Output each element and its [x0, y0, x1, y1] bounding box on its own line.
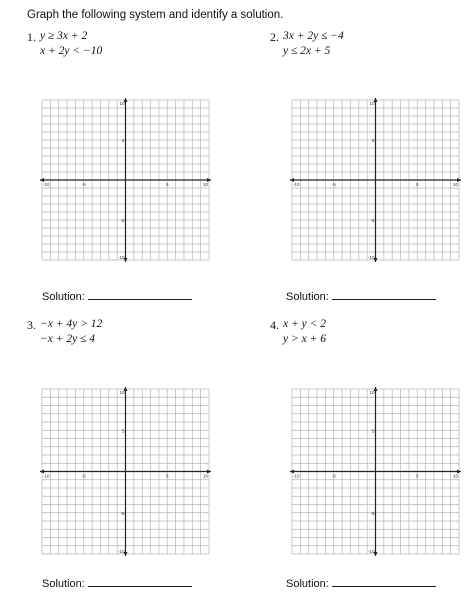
inequality-1: y ≥ 3x + 2: [40, 30, 88, 42]
solution-label: Solution:: [286, 291, 329, 303]
x-tick-label: 5: [165, 473, 169, 479]
y-tick-label: -10: [117, 549, 125, 554]
problem-number: 4.: [270, 318, 279, 332]
solution-field-3[interactable]: [42, 576, 192, 590]
x-tick-label: -5: [81, 182, 86, 187]
inequality-1: 3x + 2y ≤ −4: [283, 30, 344, 42]
inequality-2: x + 2y < −10: [40, 45, 103, 57]
x-tick-label: 10: [202, 182, 208, 187]
instructions: Graph the following system and identify a solution.: [27, 9, 284, 21]
solution-line[interactable]: [332, 289, 436, 300]
x-tick-label: -5: [331, 182, 336, 187]
solution-line[interactable]: [88, 289, 192, 300]
problem-number: 2.: [270, 30, 279, 44]
solution-field-1[interactable]: [42, 289, 192, 303]
problem-number: 3.: [27, 318, 36, 332]
x-tick-label: -10: [43, 473, 50, 479]
y-tick-label: 5: [121, 428, 125, 434]
y-tick-label: -5: [120, 510, 125, 516]
y-tick-label: 10: [119, 390, 125, 395]
solution-line[interactable]: [332, 576, 436, 587]
y-tick-label: -10: [367, 549, 375, 554]
solution-label: Solution:: [42, 578, 85, 590]
x-tick-label: -10: [293, 182, 300, 187]
y-tick-label: 5: [371, 428, 375, 434]
x-tick-label: 5: [415, 473, 419, 479]
solution-field-2[interactable]: [286, 289, 436, 303]
inequality-2: y > x + 6: [283, 333, 326, 345]
x-tick-label: 5: [165, 182, 169, 187]
x-tick-label: 10: [202, 473, 208, 479]
y-tick-label: -5: [370, 510, 375, 516]
coordinate-grid-2[interactable]: [288, 96, 463, 264]
y-tick-label: 10: [369, 101, 375, 106]
x-tick-label: 10: [452, 473, 458, 479]
inequality-1: x + y < 2: [283, 318, 326, 330]
y-tick-label: -10: [117, 255, 125, 260]
x-tick-label: 5: [415, 182, 419, 187]
x-tick-label: -10: [43, 182, 50, 187]
solution-field-4[interactable]: [286, 576, 436, 590]
y-tick-label: 5: [121, 138, 125, 143]
y-tick-label: -5: [120, 218, 125, 223]
solution-line[interactable]: [88, 576, 192, 587]
y-tick-label: 10: [119, 101, 125, 106]
coordinate-grid-3[interactable]: [38, 385, 213, 558]
coordinate-grid-4[interactable]: [288, 385, 463, 558]
problem-number: 1.: [27, 30, 36, 44]
solution-label: Solution:: [286, 578, 329, 590]
x-tick-label: -10: [293, 473, 300, 479]
y-tick-label: -5: [370, 218, 375, 223]
y-tick-label: 10: [369, 390, 375, 395]
y-tick-label: 5: [371, 138, 375, 143]
x-tick-label: -5: [81, 473, 86, 479]
inequality-2: y ≤ 2x + 5: [283, 45, 331, 57]
solution-label: Solution:: [42, 291, 85, 303]
coordinate-grid-1[interactable]: [38, 96, 213, 264]
x-tick-label: -5: [331, 473, 336, 479]
inequality-1: −x + 4y > 12: [40, 318, 103, 330]
y-tick-label: -10: [367, 255, 375, 260]
x-tick-label: 10: [452, 182, 458, 187]
inequality-2: −x + 2y ≤ 4: [40, 333, 96, 345]
